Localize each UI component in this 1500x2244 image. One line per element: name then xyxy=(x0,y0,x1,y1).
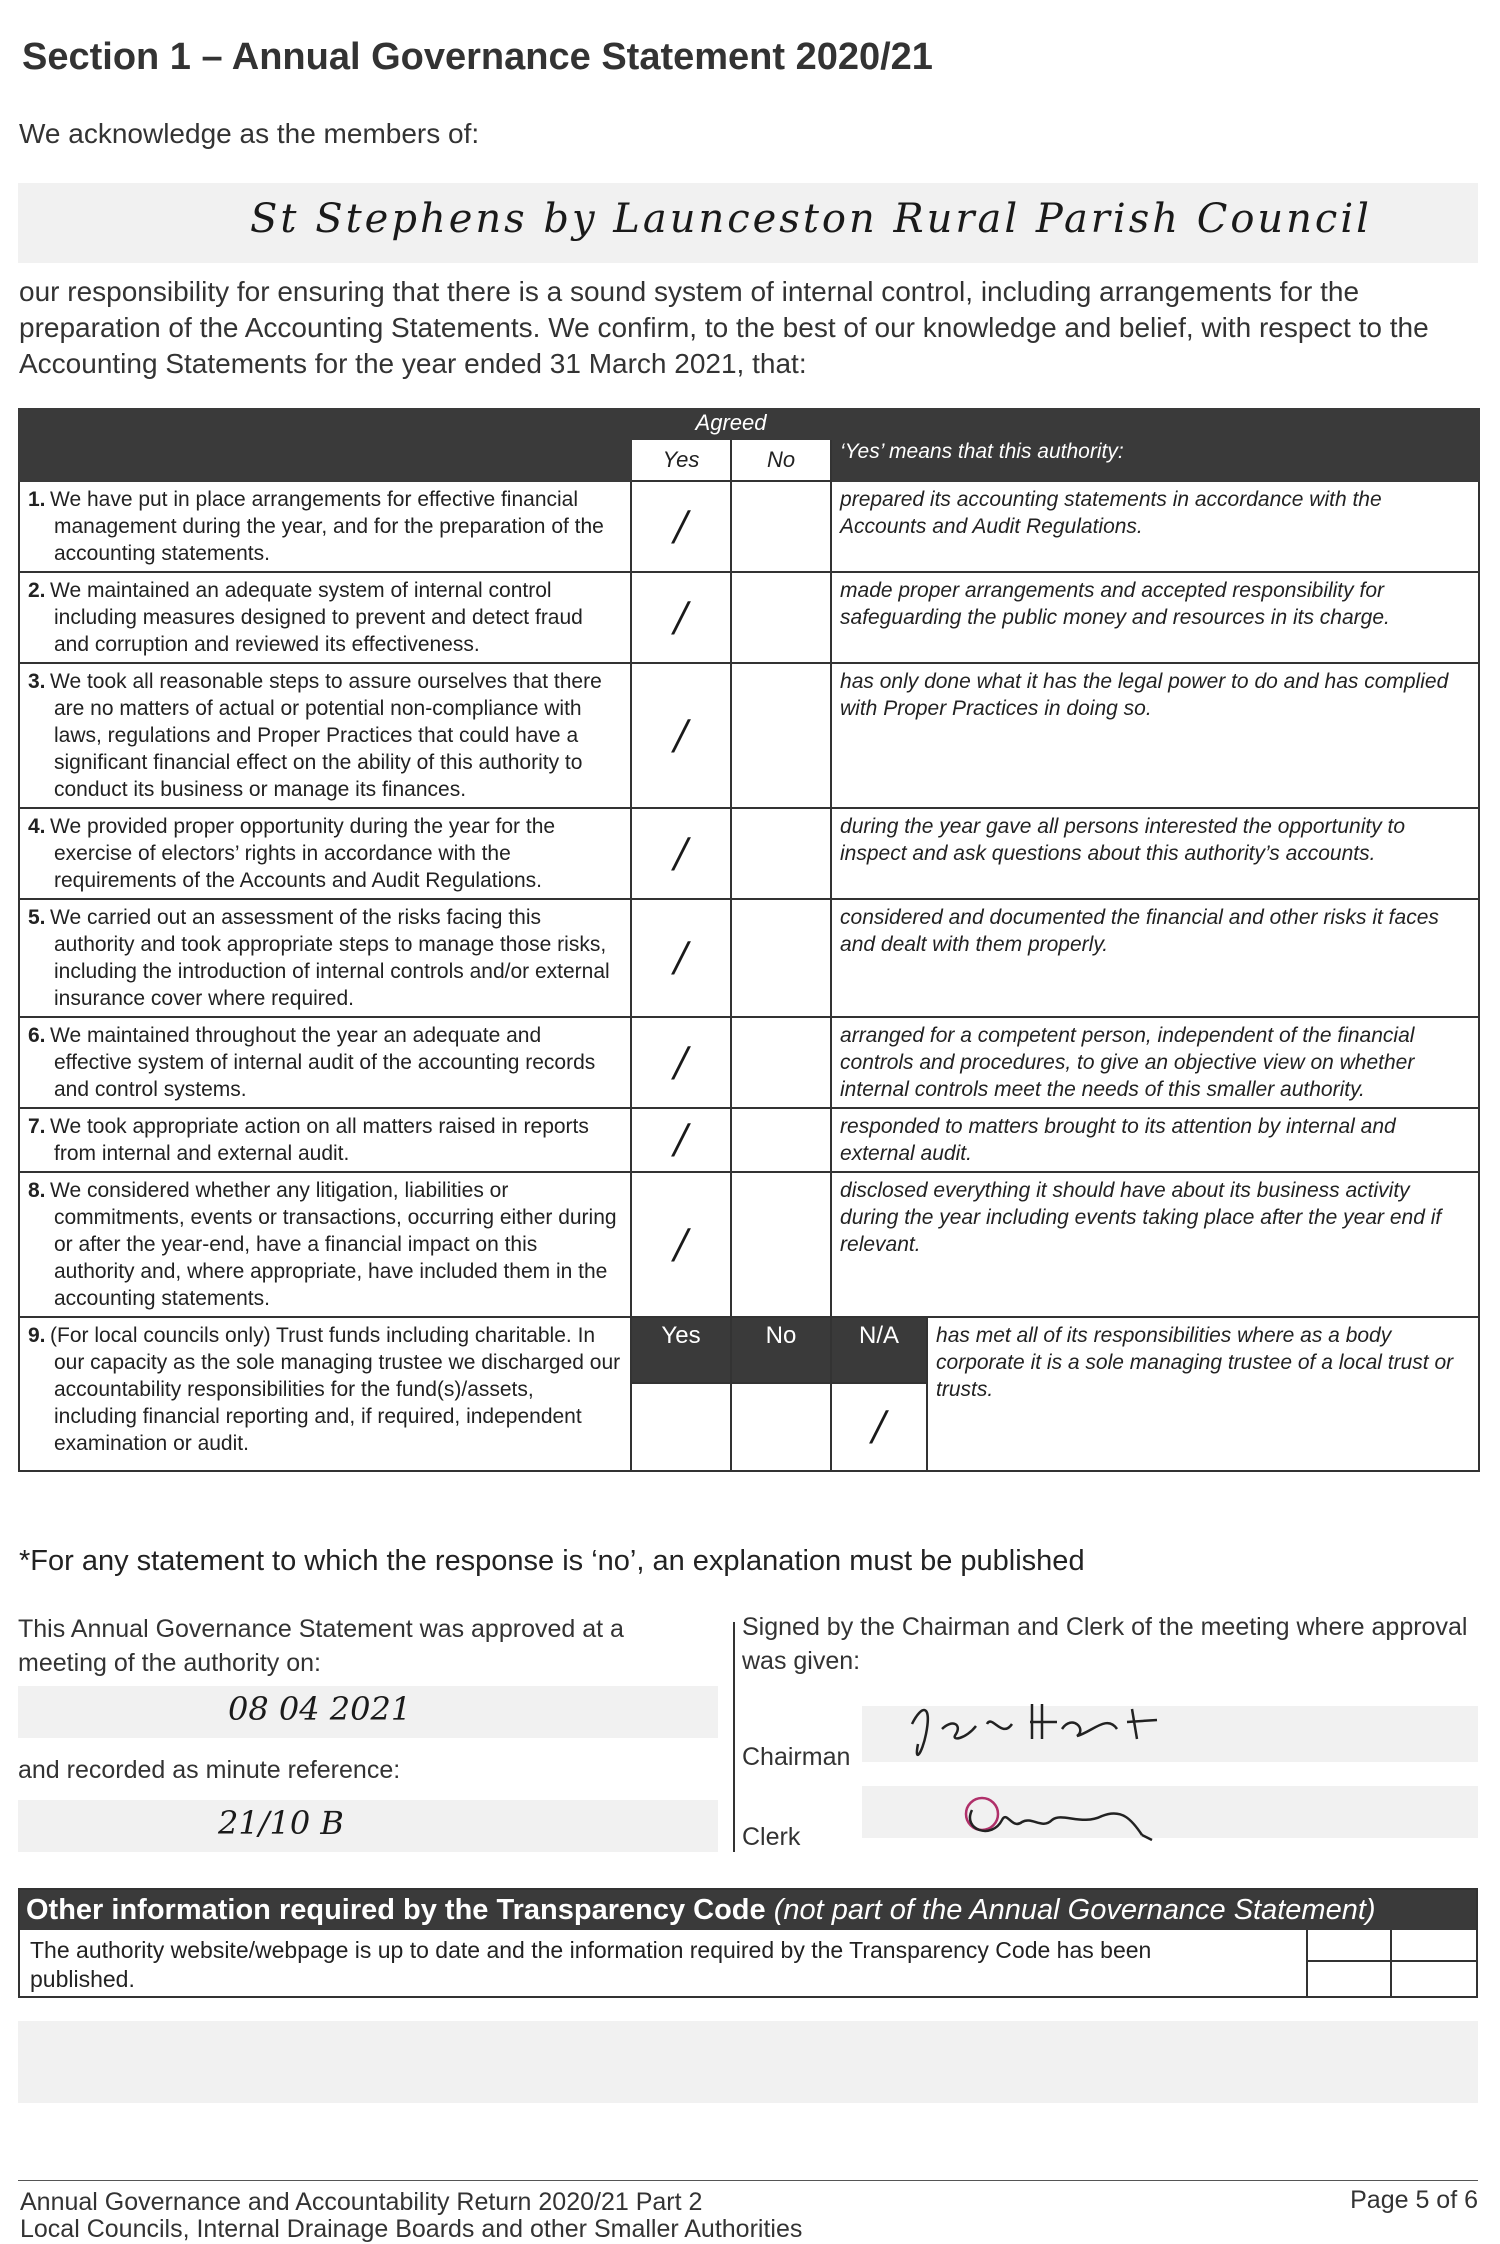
trust-no-checkbox[interactable] xyxy=(731,1383,831,1471)
clerk-label: Clerk xyxy=(742,1823,801,1851)
statement-text: We took appropriate action on all matters raised in reports from internal and external audit. xyxy=(50,1115,589,1165)
transparency-yes-label: Yes xyxy=(1331,1928,1369,1954)
minute-reference-handwritten: 21/10 B xyxy=(218,1804,344,1842)
clerk-signature-field[interactable] xyxy=(862,1786,1478,1838)
transparency-code-box xyxy=(18,1888,1478,1998)
transparency-heading xyxy=(20,1890,1476,1930)
transparency-body: The authority website/webpage is up to date and the information required by the Transparency Code has been published. xyxy=(30,1937,1152,1992)
minute-reference-label: and recorded as minute reference: xyxy=(18,1756,401,1784)
yes-checkbox[interactable]: / xyxy=(631,663,731,808)
no-checkbox[interactable] xyxy=(731,1108,831,1172)
page-number: Page 5 of 6 xyxy=(1350,2186,1478,2214)
table-row xyxy=(19,1172,1479,1317)
meaning-text: has only done what it has the legal power to do and has complied with Proper Practices in doing so. xyxy=(831,663,1479,808)
table-row xyxy=(19,899,1479,1017)
statement-text: We maintained an adequate system of internal control including measures designed to prevent and detect fraud and corruption and reviewed its effectiveness. xyxy=(50,579,583,656)
statement-text: We maintained throughout the year an adequate and effective system of internal audit of the accounting records and control systems. xyxy=(50,1024,596,1101)
footer-line-1: Annual Governance and Accountability Return 2020/21 Part 2 xyxy=(20,2188,703,2216)
row-number: 1. xyxy=(28,488,46,511)
meaning-text: considered and documented the financial and other risks it faces and dealt with them properly. xyxy=(831,899,1479,1017)
column-divider xyxy=(733,1622,735,1852)
signed-text: Signed by the Chairman and Clerk of the meeting where approval was given: xyxy=(742,1613,1468,1675)
trust-na-checkbox[interactable]: / xyxy=(831,1383,927,1471)
transparency-no-label: No xyxy=(1419,1928,1449,1954)
no-checkbox[interactable] xyxy=(731,572,831,663)
yes-checkbox[interactable]: / xyxy=(631,899,731,1017)
row-number: 7. xyxy=(28,1115,46,1138)
yes-means-header: ‘Yes’ means that this authority: xyxy=(831,439,1479,481)
trust-na-header: N/A xyxy=(831,1317,927,1383)
approval-text: This Annual Governance Statement was approved at a meeting of the authority on: xyxy=(18,1615,624,1677)
row-number: 3. xyxy=(28,670,46,693)
transparency-yes-box[interactable] xyxy=(1306,1930,1392,1996)
statement-text: We carried out an assessment of the risks facing this authority and took appropriate steps to manage those risks, including the introduction of internal controls and/or external insurance cover where required. xyxy=(50,906,610,1010)
clerk-signature xyxy=(952,1780,1232,1860)
trust-yes-header: Yes xyxy=(631,1317,731,1383)
row-number: 9. xyxy=(28,1324,46,1347)
chairman-label: Chairman xyxy=(742,1743,851,1771)
acknowledge-text: We acknowledge as the members of: xyxy=(19,118,480,149)
row-number: 6. xyxy=(28,1024,46,1047)
meaning-text: arranged for a competent person, independent of the financial controls and procedures, to give an objective view on whether internal controls meet the needs of this smaller authority. xyxy=(831,1017,1479,1108)
no-response-footnote: *For any statement to which the response is ‘no’, an explanation must be published xyxy=(19,1545,1085,1577)
approval-date-handwritten: 08 04 2021 xyxy=(228,1690,412,1728)
meaning-text: prepared its accounting statements in accordance with the Accounts and Audit Regulations. xyxy=(831,481,1479,572)
no-checkbox[interactable] xyxy=(731,663,831,808)
meaning-text: during the year gave all persons interested the opportunity to inspect and ask questions about this authority’s accounts. xyxy=(831,808,1479,899)
section-title: Section 1 – Annual Governance Statement 2020/21 xyxy=(22,36,933,78)
statement-text: We considered whether any litigation, liabilities or commitments, events or transactions, occurring either during or after the year-end, have a financial impact on this authority and, where appropriate, have included them in the accounting statements. xyxy=(50,1179,617,1310)
yes-column-header: Yes xyxy=(631,439,731,481)
no-checkbox[interactable] xyxy=(731,1017,831,1108)
table-row xyxy=(19,663,1479,808)
no-checkbox[interactable] xyxy=(731,1172,831,1317)
meaning-text: made proper arrangements and accepted responsibility for safeguarding the public money and resources in its charge. xyxy=(831,572,1479,663)
yes-checkbox[interactable]: / xyxy=(631,1108,731,1172)
meaning-text: responded to matters brought to its attention by internal and external audit. xyxy=(831,1108,1479,1172)
transparency-heading-italic: (not part of the Annual Governance Statement) xyxy=(773,1894,1376,1926)
table-row xyxy=(19,481,1479,572)
transparency-no-box[interactable] xyxy=(1390,1930,1476,1996)
table-row xyxy=(19,572,1479,663)
approval-date-field[interactable] xyxy=(18,1686,718,1738)
row-number: 8. xyxy=(28,1179,46,1202)
table-row xyxy=(19,808,1479,899)
transparency-heading-bold: Other information required by the Transparency Code xyxy=(26,1894,766,1926)
table-row xyxy=(19,1017,1479,1108)
statement-text: (For local councils only) Trust funds including charitable. In our capacity as the sole managing trustee we discharged our accountability responsibilities for the fund(s)/assets, including financial reporting and, if required, independent examination or audit. xyxy=(50,1324,621,1455)
row-number: 5. xyxy=(28,906,46,929)
meaning-text: has met all of its responsibilities where as a body corporate it is a sole managing trustee of a local trust or trusts. xyxy=(927,1317,1479,1471)
trust-yes-checkbox[interactable] xyxy=(631,1383,731,1471)
row-number: 4. xyxy=(28,815,46,838)
trust-no-header: No xyxy=(731,1317,831,1383)
agreed-header: Agreed xyxy=(631,409,831,439)
no-checkbox[interactable] xyxy=(731,899,831,1017)
table-row-trust xyxy=(19,1317,1479,1383)
governance-table xyxy=(18,408,1480,1472)
minute-reference-field[interactable] xyxy=(18,1800,718,1852)
statement-text: We took all reasonable steps to assure ourselves that there are no matters of actual or potential non-compliance with laws, regulations and Proper Practices that could have a significant financial effect on the ability of this authority to conduct its business or manage its finances. xyxy=(50,670,602,801)
responsibility-text: our responsibility for ensuring that there is a sound system of internal control, including arrangements for the preparation of the Accounting Statements. We confirm, to the best of our knowledge and belief, with respect to the Accounting Statements for the year ended 31 March 2021, that: xyxy=(19,276,1429,379)
yes-checkbox[interactable]: / xyxy=(631,572,731,663)
no-column-header: No xyxy=(731,439,831,481)
no-checkbox[interactable] xyxy=(731,808,831,899)
yes-checkbox[interactable]: / xyxy=(631,1017,731,1108)
yes-checkbox[interactable]: / xyxy=(631,481,731,572)
footer-line-2: Local Councils, Internal Drainage Boards and other Smaller Authorities xyxy=(20,2215,803,2243)
statement-text: We provided proper opportunity during the year for the exercise of electors’ rights in accordance with the requirements of the Accounts and Audit Regulations. xyxy=(50,815,556,892)
authority-name-handwritten: St Stephens by Launceston Rural Parish Council xyxy=(250,196,1372,242)
row-number: 2. xyxy=(28,579,46,602)
no-checkbox[interactable] xyxy=(731,481,831,572)
chairman-signature-field[interactable] xyxy=(862,1706,1478,1762)
chairman-signature xyxy=(892,1684,1212,1774)
yes-checkbox[interactable]: / xyxy=(631,808,731,899)
statement-text: We have put in place arrangements for effective financial management during the year, and for the preparation of the accounting statements. xyxy=(50,488,604,565)
table-row xyxy=(19,1108,1479,1172)
website-address-field[interactable] xyxy=(18,2021,1478,2103)
yes-checkbox[interactable]: / xyxy=(631,1172,731,1317)
meaning-text: disclosed everything it should have about its business activity during the year including events taking place after the year end if relevant. xyxy=(831,1172,1479,1317)
footer-divider xyxy=(18,2180,1478,2181)
